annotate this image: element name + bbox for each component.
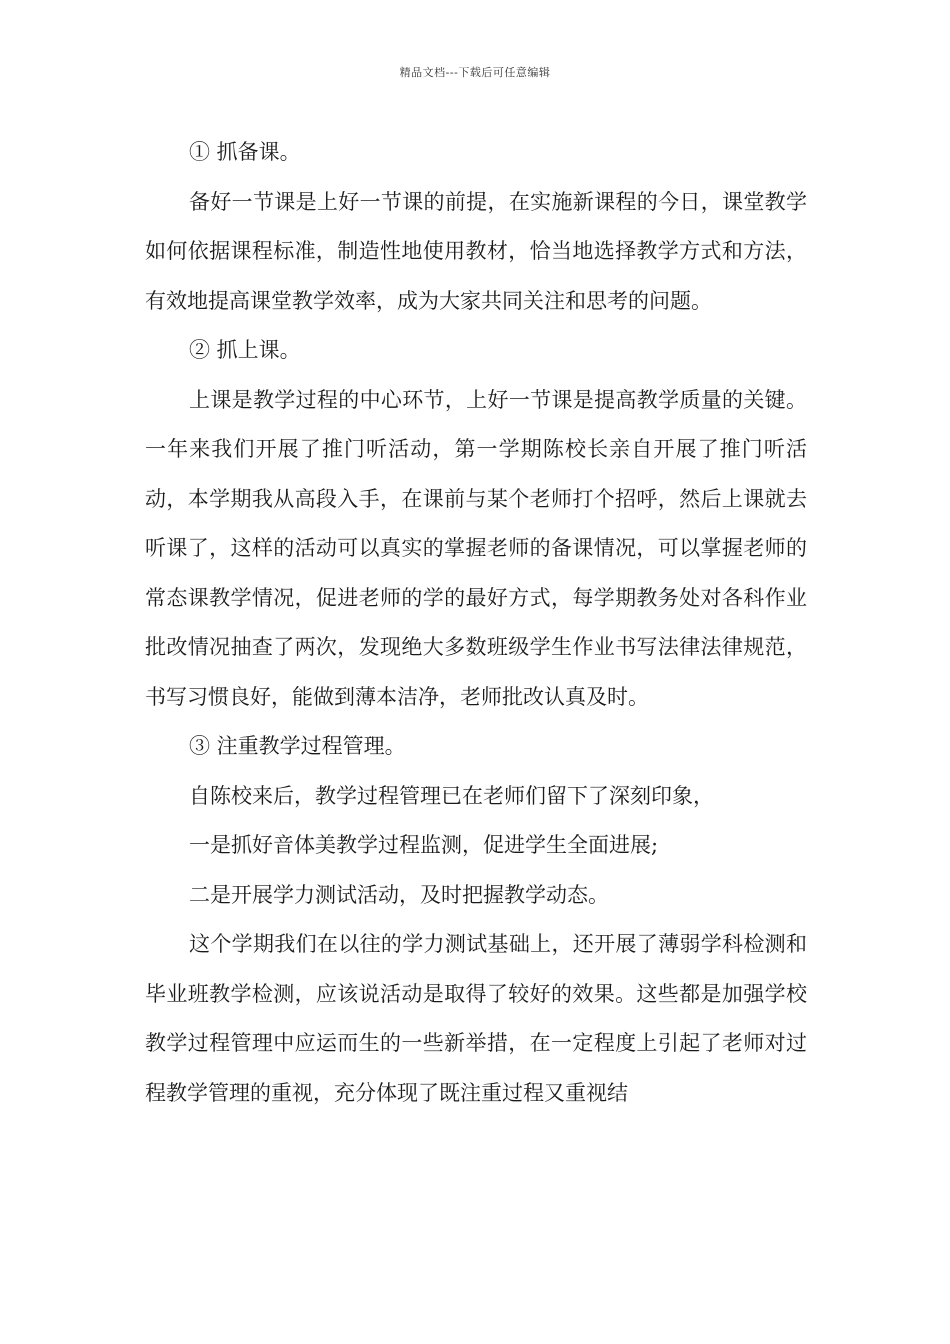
document-body: [145, 128, 807, 1118]
paragraph-prepare-lessons: 备好一节课是上好一节课的前提，在实施新课程的今日，课堂教学如何依据课程标准，制造性地使用教材，恰当地选择教学方式和方法，有效地提高课堂教学效率，成为大家共同关注和思考的问题。: [145, 189, 807, 313]
paragraph-point-two: 二是开展学力测试活动，及时把握教学动态。: [189, 882, 609, 907]
section-heading-teaching-lessons: ② 抓上课。: [189, 338, 301, 362]
paragraph-process-management-intro: 自陈校来后，教学过程管理已在老师们留下了深刻印象，: [189, 783, 714, 808]
header-note: 精品文档---下载后可任意编辑: [399, 66, 551, 79]
paragraph-teaching-lessons: 上课是教学过程的中心环节，上好一节课是提高教学质量的关键。一年来我们开展了推门听活动，第一学期陈校长亲自开展了推门听活动，本学期我从高段入手，在课前与某个老师打个招呼，然后上课就去听课了，这样的活动可以真实的掌握老师的备课情况，可以掌握老师的常态课教学情况，促进老师的学的最好方式，每学期教务处对各科作业批改情况抽查了两次，发现绝大多数班级学生作业书写法律法律规范，书写习惯良好，能做到薄本洁净，老师批改认真及时。: [145, 387, 807, 709]
section-heading-process-management: ③ 注重教学过程管理。: [189, 734, 406, 758]
paragraph-point-one: 一是抓好音体美教学过程监测，促进学生全面进展;: [189, 833, 659, 857]
section-heading-prepare-lessons: ① 抓备课。: [189, 140, 301, 164]
paragraph-this-semester: 这个学期我们在以往的学力测试基础上，还开展了薄弱学科检测和毕业班教学检测，应该说活动是取得了较好的效果。这些都是加强学校教学过程管理中应运而生的一些新举措，在一定程度上引起了老师对过程教学管理的重视，充分体现了既注重过程又重视结: [145, 932, 807, 1105]
